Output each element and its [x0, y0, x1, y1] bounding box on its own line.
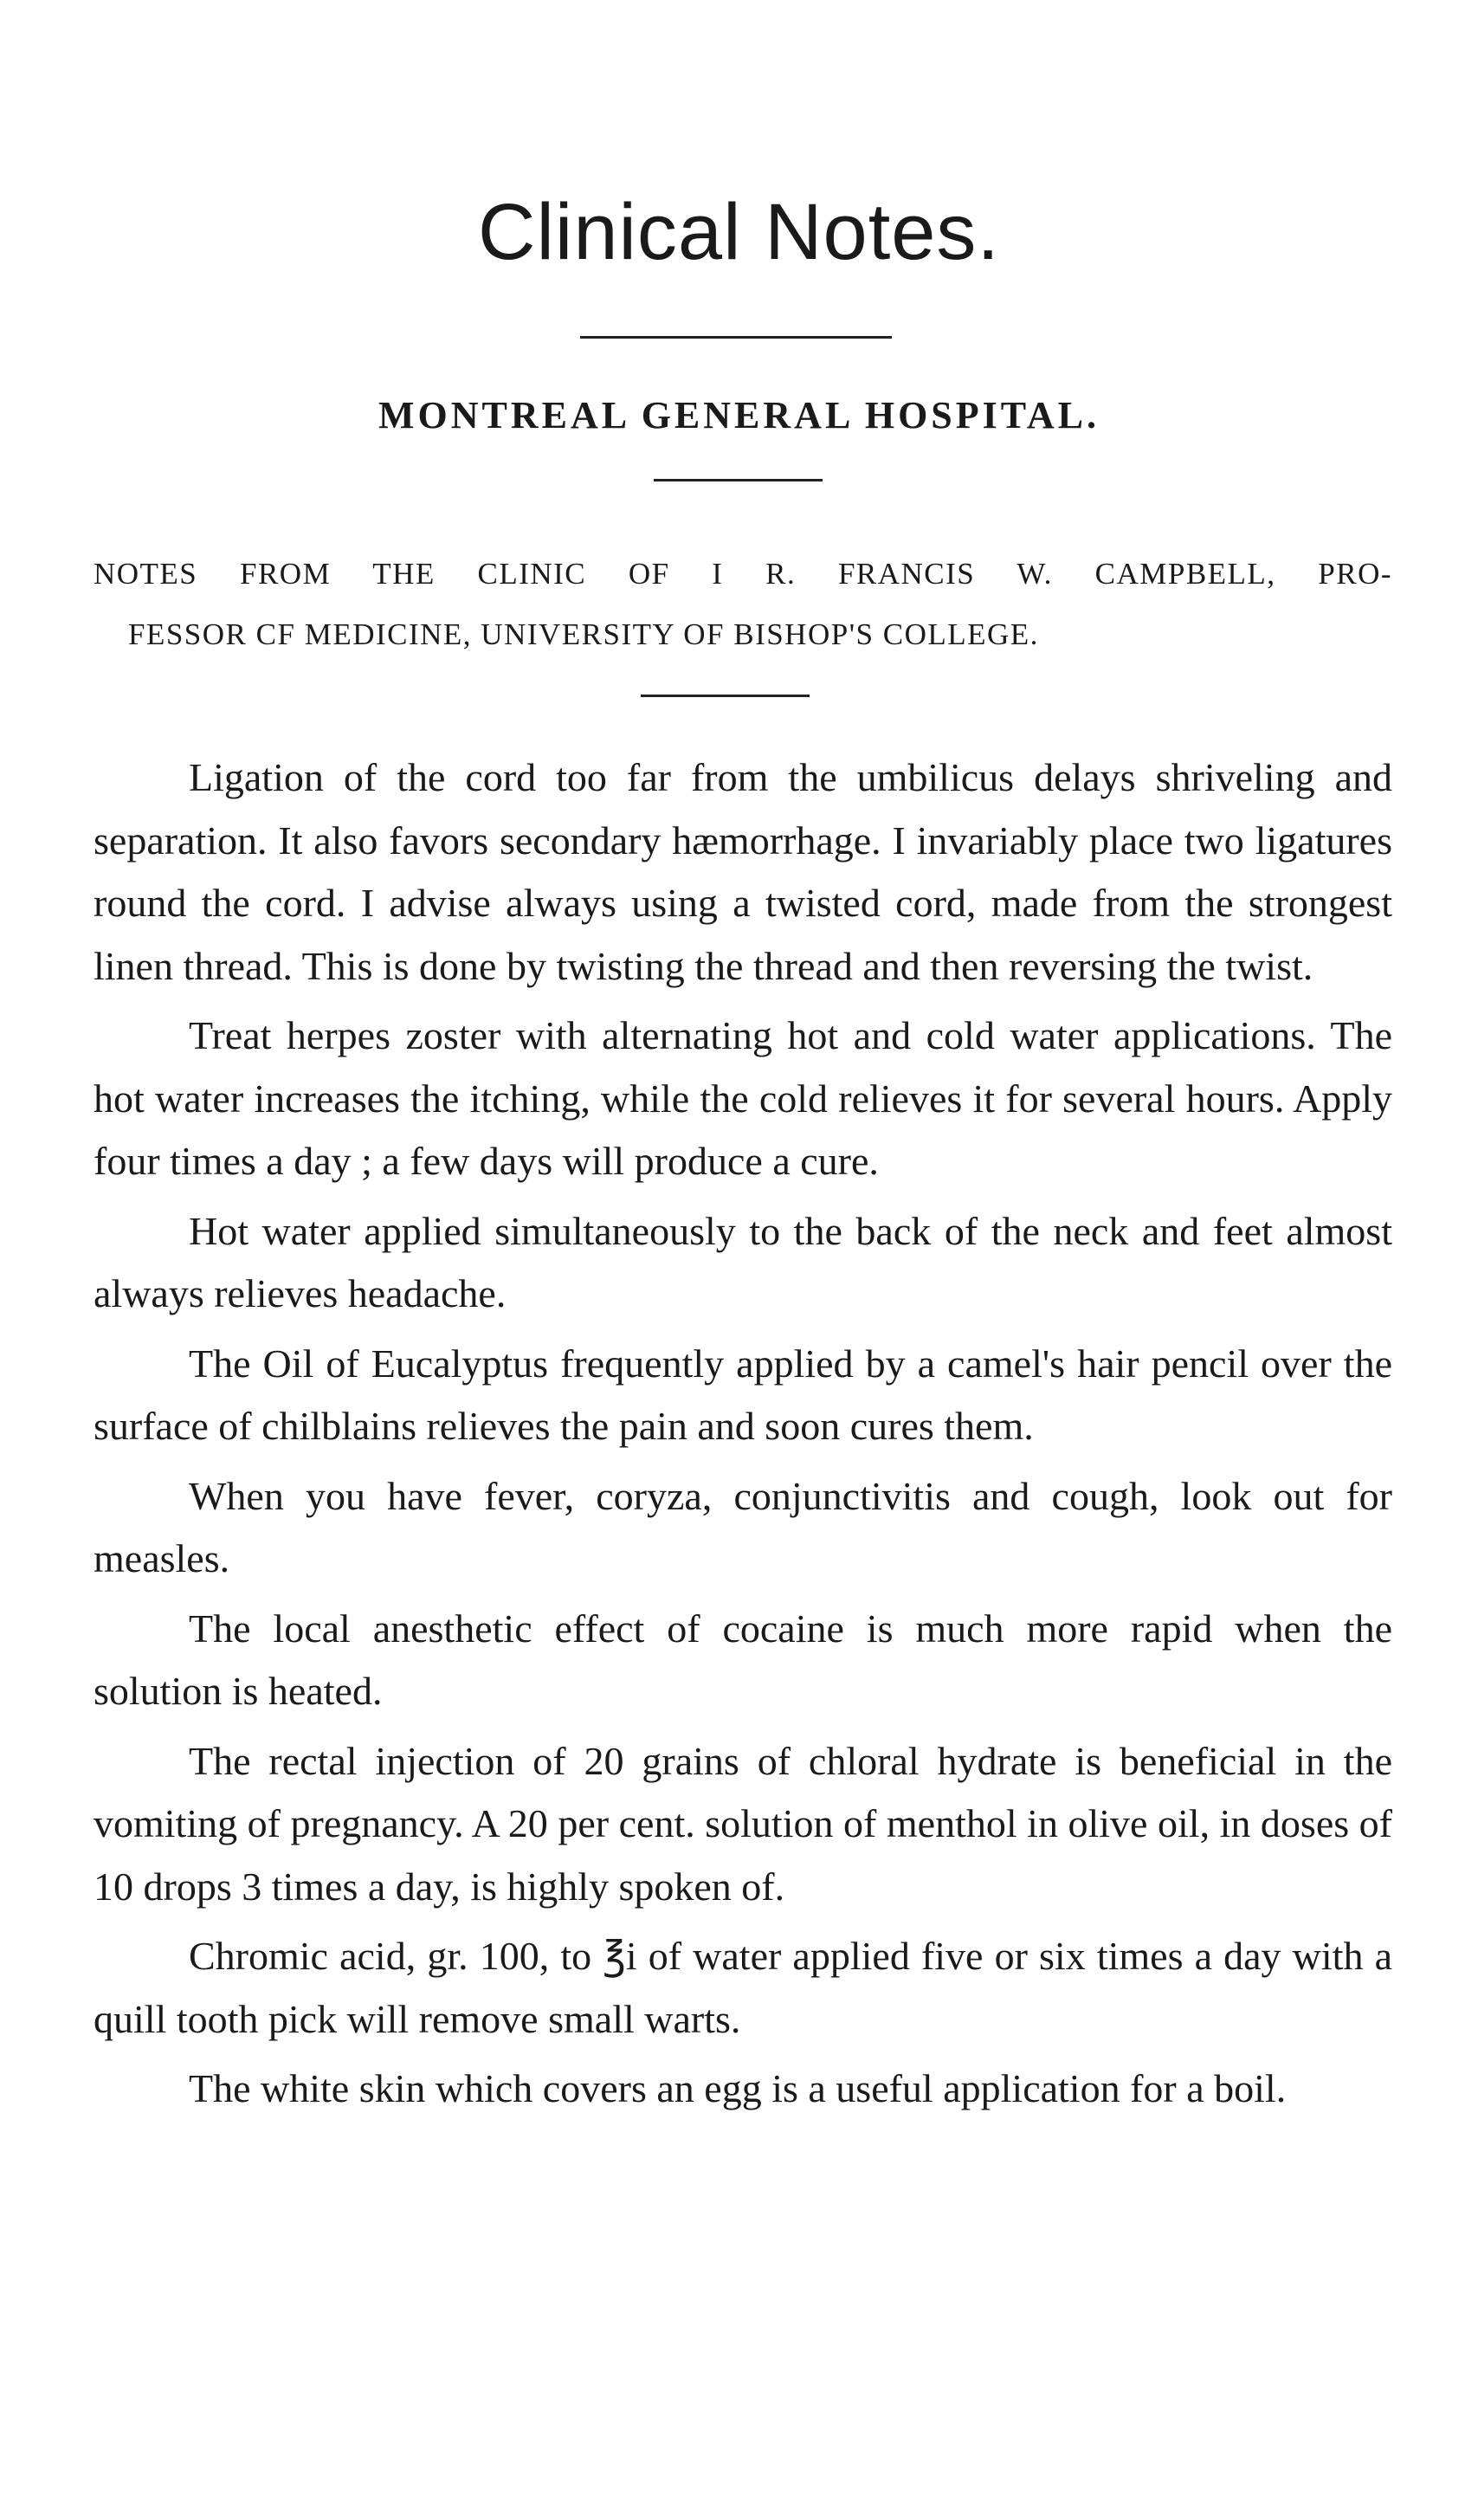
- clinic-subheading: [94, 544, 1392, 665]
- paragraph-chloral-hydrate: The rectal injection of 20 grains of chloral hydrate is beneficial in the vomiting of pregnancy. A 20 per cent. solution of menthol in olive oil, in doses of 10 drops 3 times a day, is highly spoken of.: [94, 1738, 1392, 1909]
- paragraph-measles: When you have fever, coryza, conjunctivitis and cough, look out for measles.: [94, 1473, 1392, 1580]
- hospital-heading: MONTREAL GENERAL HOSPITAL.: [378, 394, 1100, 436]
- title-divider: [580, 336, 892, 339]
- paragraph-chromic-acid: Chromic acid, gr. 100, to ℥i of water applied five or six times a day with a quill tooth pick will remove small warts.: [94, 1934, 1392, 2041]
- clinic-divider: [641, 695, 810, 697]
- paragraph-cocaine: The local anesthetic effect of cocaine is much more rapid when the solution is heated.: [94, 1606, 1392, 1713]
- clinic-subheading-line-2: FESSOR CF MEDICINE, UNIVERSITY OF BISHOP'S COLLEGE.: [128, 617, 1039, 651]
- paragraph-cord-ligation: Ligation of the cord too far from the umbilicus delays shriveling and separation. It also favors secondary hæmorrhage. I invariably place two ligatures round the cord. I advise always using a twisted cord, made from the strongest linen thread. This is done by twisting the thread and then reversing the twist.: [94, 755, 1392, 988]
- paragraph-headache: Hot water applied simultaneously to the back of the neck and feet almost always relieves headache.: [94, 1208, 1392, 1315]
- clinic-subheading-line-1: NOTES FROM THE CLINIC OF I R. FRANCIS W. CAMPBELL, PRO-: [94, 557, 1392, 591]
- hospital-divider: [654, 479, 823, 481]
- page-title: Clinical Notes.: [478, 188, 1000, 276]
- notes-body: [94, 746, 1392, 2128]
- paragraph-chilblains: The Oil of Eucalyptus frequently applied by a camel's hair pencil over the surface of chilblains relieves the pain and soon cures them.: [94, 1341, 1392, 1448]
- paragraph-herpes-zoster: Treat herpes zoster with alternating hot and cold water applications. The hot water increases the itching, while the cold relieves it for several hours. Apply four times a day ; a few days will produce a cure.: [94, 1013, 1392, 1183]
- paragraph-egg-skin: The white skin which covers an egg is a useful application for a boil.: [189, 2066, 1287, 2110]
